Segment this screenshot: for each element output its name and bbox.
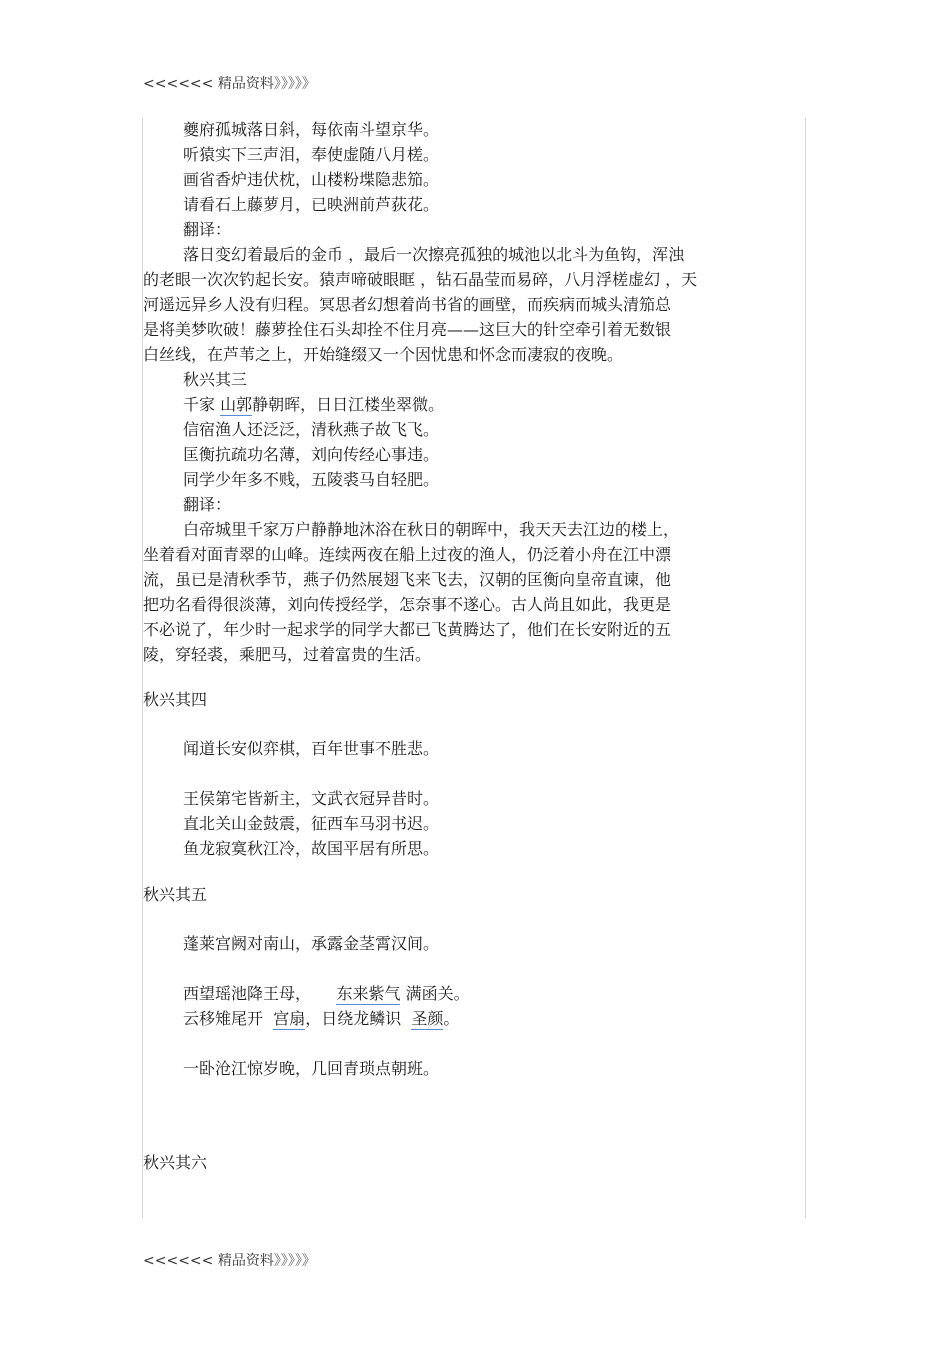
- link-gongshan[interactable]: 宫扇: [273, 1009, 306, 1028]
- poem-line: 王侯第宅皆新主，文武衣冠异昔时。: [183, 789, 440, 808]
- poem-line: 请看石上藤萝月，已映洲前芦荻花。: [183, 195, 440, 214]
- link-shengyan[interactable]: 圣颜: [411, 1009, 444, 1028]
- poem-line: [183, 984, 470, 1004]
- poem-line: 蓬莱宫阙对南山，承露金茎霄汉间。: [183, 934, 440, 953]
- translation-line: 是将美梦吹破！藤萝拴住石头却拴不住月亮——这巨大的针空牵引着无数银: [143, 320, 672, 339]
- translation-label: 翻译：: [183, 495, 232, 514]
- text-segment: 静朝晖，日日江楼坐翠微。: [252, 395, 445, 414]
- translation-line: 白丝线，在芦苇之上，开始缝缀又一个因忧患和怀念而凄寂的夜晚。: [143, 345, 624, 364]
- translation-line: 落日变幻着最后的金币 ，最后一次擦亮孤独的城池以北斗为鱼钩，浑浊: [183, 245, 685, 264]
- poem-line: 直北关山金鼓震，征西车马羽书迟。: [183, 814, 440, 833]
- translation-line: 白帝城里千家万户静静地沐浴在秋日的朝晖中，我天天去江边的楼上，: [183, 520, 680, 539]
- text-segment: ，日绕龙鳞识: [305, 1009, 402, 1028]
- poem-line: [183, 1009, 459, 1029]
- translation-label: 翻译：: [183, 220, 232, 239]
- poem-line: 夔府孤城落日斜，每依南斗望京华。: [183, 120, 440, 139]
- translation-line: 流，虽已是清秋季节，燕子仍然展翅飞来飞去，汉朝的匡衡向皇帝直谏，他: [143, 570, 672, 589]
- text-segment: 西望瑶池降王母，: [183, 984, 312, 1003]
- translation-line: 河遥远异乡人没有归程。冥思者幻想着尚书省的画壁，而疾病而城头清笳总: [143, 295, 672, 314]
- text-segment: 。: [443, 1009, 460, 1028]
- translation-line: 陵，穿轻裘，乘肥马，过着富贵的生活。: [143, 645, 432, 664]
- link-shanguo[interactable]: 山郭: [220, 395, 253, 414]
- link-donglaiziqi[interactable]: 东来紫气: [336, 984, 401, 1003]
- poem-line: 画省香炉违伏枕，山楼粉堞隐悲笳。: [183, 170, 440, 189]
- poem-line: [183, 395, 444, 415]
- poem-title: 秋兴其四: [143, 690, 208, 709]
- poem-line: 同学少年多不贱，五陵裘马自轻肥。: [183, 470, 440, 489]
- text-segment: 满函关。: [405, 984, 470, 1003]
- translation-line: 把功名看得很淡薄，刘向传授经学，怎奈事不遂心。古人尚且如此，我更是: [143, 595, 672, 614]
- poem-line: 信宿渔人还泛泛，清秋燕子故飞飞。: [183, 420, 440, 439]
- page-header: <<<<<< 精品资料》》》》》: [143, 76, 316, 92]
- poem-line: 一卧沧江惊岁晚，几回青琐点朝班。: [183, 1059, 440, 1078]
- translation-line: 坐着看对面青翠的山峰。连续两夜在船上过夜的渔人，仍泛着小舟在江中漂: [143, 545, 672, 564]
- translation-line: 不必说了，年少时一起求学的同学大都已飞黄腾达了，他们在长安附近的五: [143, 620, 672, 639]
- page-footer: <<<<<< 精品资料》》》》》: [143, 1253, 316, 1269]
- text-segment: 云移雉尾开: [183, 1009, 264, 1028]
- poem-title: 秋兴其五: [143, 885, 208, 904]
- poem-title: 秋兴其六: [143, 1153, 208, 1172]
- poem-line: 听猿实下三声泪，奉使虚随八月槎。: [183, 145, 440, 164]
- poem-line: 鱼龙寂寞秋江冷，故国平居有所思。: [183, 839, 440, 858]
- poem-line: 匡衡抗疏功名薄，刘向传经心事违。: [183, 445, 440, 464]
- text-segment: 千家: [183, 395, 216, 414]
- poem-line: 闻道长安似弈棋，百年世事不胜悲。: [183, 739, 440, 758]
- translation-line: 的老眼一次次钓起长安。猿声啼破眼眶 ，钻石晶莹而易碎，八月浮槎虚幻 ，天: [143, 270, 698, 289]
- poem-title: 秋兴其三: [183, 370, 248, 389]
